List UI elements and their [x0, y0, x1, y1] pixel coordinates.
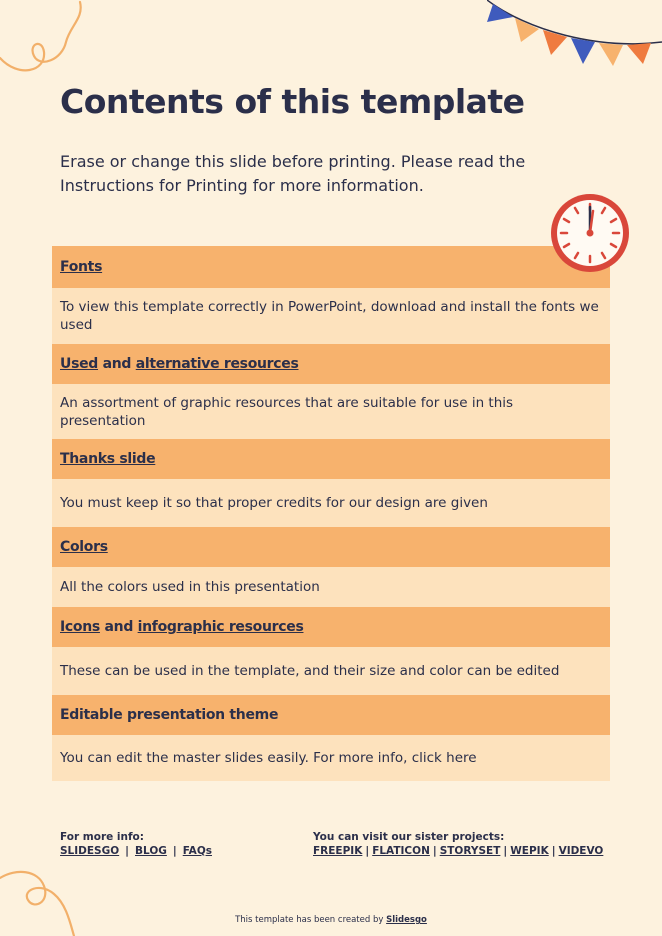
blog-link[interactable]: BLOG [135, 845, 167, 857]
editable-theme-title: Editable presentation theme [60, 707, 279, 723]
section-header-editable-theme [52, 695, 610, 735]
section-header-icons [52, 607, 610, 647]
section-header-colors [52, 527, 610, 567]
credit-prefix: This template has been created by [235, 915, 387, 925]
footer-right-label: You can visit our sister projects: [313, 831, 505, 843]
page-subtitle: Erase or change this slide before printing. Please read the Instructions for Printing for more information. [60, 152, 526, 195]
separator: | [172, 845, 177, 857]
section-body-editable-theme: You can edit the master slides easily. For more info, click here [52, 735, 610, 781]
section-body-colors: All the colors used in this presentation [52, 567, 610, 607]
footer-sister-projects [313, 830, 603, 858]
separator: | [365, 845, 370, 857]
colors-link[interactable]: Colors [60, 539, 108, 555]
separator: | [551, 845, 556, 857]
flaticon-link[interactable]: FLATICON [372, 845, 430, 857]
faqs-link[interactable]: FAQs [182, 845, 212, 857]
fonts-link[interactable]: Fonts [60, 259, 103, 275]
used-resources-link[interactable]: Used [60, 356, 99, 372]
section-body-icons: These can be used in the template, and their size and color can be edited [52, 647, 610, 695]
footer-credit [0, 915, 662, 925]
videvo-link[interactable]: VIDEVO [558, 845, 604, 857]
header-connector: and [99, 619, 138, 635]
footer-more-info [60, 830, 212, 858]
section-body-thanks: You must keep it so that proper credits for our design are given [52, 479, 610, 527]
separator: | [432, 845, 437, 857]
footer-left-label: For more info: [60, 831, 144, 843]
freepik-link[interactable]: FREEPIK [313, 845, 363, 857]
wepik-link[interactable]: WEPIK [510, 845, 549, 857]
infographic-resources-link[interactable]: infographic resources [137, 619, 304, 635]
clock-icon [548, 191, 632, 275]
section-body-fonts: To view this template correctly in PowerPoint, download and install the fonts we used [52, 288, 610, 344]
swirl-decoration-top [0, 0, 90, 80]
slidesgo-credit-link[interactable]: Slidesgo [386, 915, 427, 925]
slidesgo-link[interactable]: SLIDESGO [60, 845, 120, 857]
header-connector: and [98, 356, 136, 372]
contents-table [52, 246, 610, 781]
separator: | [503, 845, 508, 857]
icons-link[interactable]: Icons [60, 619, 100, 635]
separator: | [125, 845, 129, 857]
page-title: Contents of this template [60, 82, 525, 121]
section-header-thanks [52, 439, 610, 479]
section-header-resources [52, 344, 610, 384]
section-header-fonts [52, 246, 610, 288]
footer-right-links [313, 844, 603, 858]
storyset-link[interactable]: STORYSET [439, 845, 501, 857]
bunting-decoration [487, 0, 662, 70]
section-body-resources: An assortment of graphic resources that are suitable for use in this presentation [52, 384, 610, 439]
alternative-resources-link[interactable]: alternative resources [135, 356, 299, 372]
footer-left-links [60, 844, 212, 858]
thanks-slide-link[interactable]: Thanks slide [60, 451, 156, 467]
